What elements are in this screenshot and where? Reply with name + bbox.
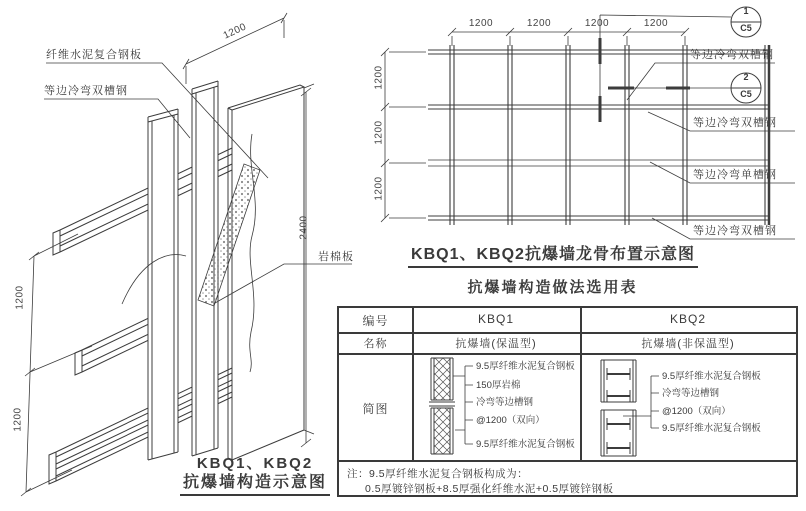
kbq1-label-3: 冷弯等边槽钢 xyxy=(476,397,534,408)
kbq1-label-2: 150厚岩棉 xyxy=(476,380,521,391)
detail-ref-1-number: 1 xyxy=(743,6,749,16)
iso-dim-right: 2400 xyxy=(298,215,310,240)
table-note-line1: 注：9.5厚纤维水泥复合钢板构成为： xyxy=(347,468,529,480)
kbq2-label-1: 9.5厚纤维水泥复合钢板 xyxy=(662,371,761,382)
iso-rockwool-label: 岩棉板 xyxy=(318,251,354,263)
kbq1-label-1: 9.5厚纤维水泥复合钢板 xyxy=(476,361,575,372)
table-col2-id: KBQ2 xyxy=(669,312,706,326)
kbq2-sketch xyxy=(583,354,796,460)
keel-single-chord xyxy=(428,160,770,166)
table-header-id: 编号 xyxy=(362,314,389,328)
table-header-name: 名称 xyxy=(363,338,388,350)
kbq1-label-4: @1200（双向） xyxy=(476,415,545,426)
keel-side-label-1: 等边冷弯双槽钢 xyxy=(690,49,774,61)
detail-ref-2-number: 2 xyxy=(743,72,749,82)
table-hline-1 xyxy=(339,332,796,334)
selection-table xyxy=(337,306,798,497)
keel-dim-left-1: 1200 xyxy=(373,65,385,90)
keel-dim-top-4: 1200 xyxy=(643,18,669,29)
iso-title-line2: 抗爆墙构造示意图 xyxy=(180,474,330,496)
kbq1-sketch xyxy=(415,354,580,460)
kbq2-label-4: 9.5厚纤维水泥复合钢板 xyxy=(662,423,761,434)
table-header-sketch: 简图 xyxy=(362,402,389,416)
keel-dim-top-2: 1200 xyxy=(526,18,552,29)
table-col1-id: KBQ1 xyxy=(477,312,514,326)
iso-dim-top: 1200 xyxy=(221,21,249,42)
keel-side-label-3: 等边冷弯单槽钢 xyxy=(693,169,777,181)
kbq2-label-2: 冷弯等边槽钢 xyxy=(662,388,720,399)
table-col1-name: 抗爆墙(保温型) xyxy=(455,338,537,350)
table-col2-name: 抗爆墙(非保温型) xyxy=(641,338,735,350)
keel-dim-left-2: 1200 xyxy=(373,120,385,145)
table-vline-2 xyxy=(580,308,582,460)
keel-side-label-4: 等边冷弯双槽钢 xyxy=(693,225,777,237)
iso-dim-top-line xyxy=(183,13,287,84)
table-title: 抗爆墙构造做法选用表 xyxy=(467,279,638,296)
iso-dim-left-upper: 1200 xyxy=(14,285,26,310)
keel-studs xyxy=(450,45,687,225)
iso-title-line1: KBQ1、KBQ2 xyxy=(196,455,314,472)
kbq2-label-3: @1200（双向） xyxy=(662,406,731,417)
iso-channel-label: 等边冷弯双槽钢 xyxy=(44,85,128,97)
detail-ref-2-sheet: C5 xyxy=(740,89,752,99)
table-vline-1 xyxy=(412,308,414,460)
keel-double-chords xyxy=(428,50,770,220)
iso-dim-left-lower: 1200 xyxy=(12,407,24,432)
keel-dim-left-line xyxy=(381,48,426,222)
keel-dim-top-line xyxy=(448,28,689,46)
table-hline-3 xyxy=(339,460,796,462)
keel-dim-top-3: 1200 xyxy=(584,18,610,29)
keel-dim-left-3: 1200 xyxy=(373,176,385,201)
detail-ref-1-sheet: C5 xyxy=(740,23,752,33)
keel-side-label-2: 等边冷弯双槽钢 xyxy=(693,117,777,129)
kbq1-label-5: 9.5厚纤维水泥复合钢板 xyxy=(476,439,575,450)
iso-panel-label: 纤维水泥复合钢板 xyxy=(46,49,142,61)
keel-title: KBQ1、KBQ2抗爆墙龙骨布置示意图 xyxy=(408,246,698,268)
keel-dim-top-1: 1200 xyxy=(468,18,494,29)
table-note-line2: 0.5厚镀锌钢板+8.5厚强化纤维水泥+0.5厚镀锌钢板 xyxy=(365,483,614,495)
